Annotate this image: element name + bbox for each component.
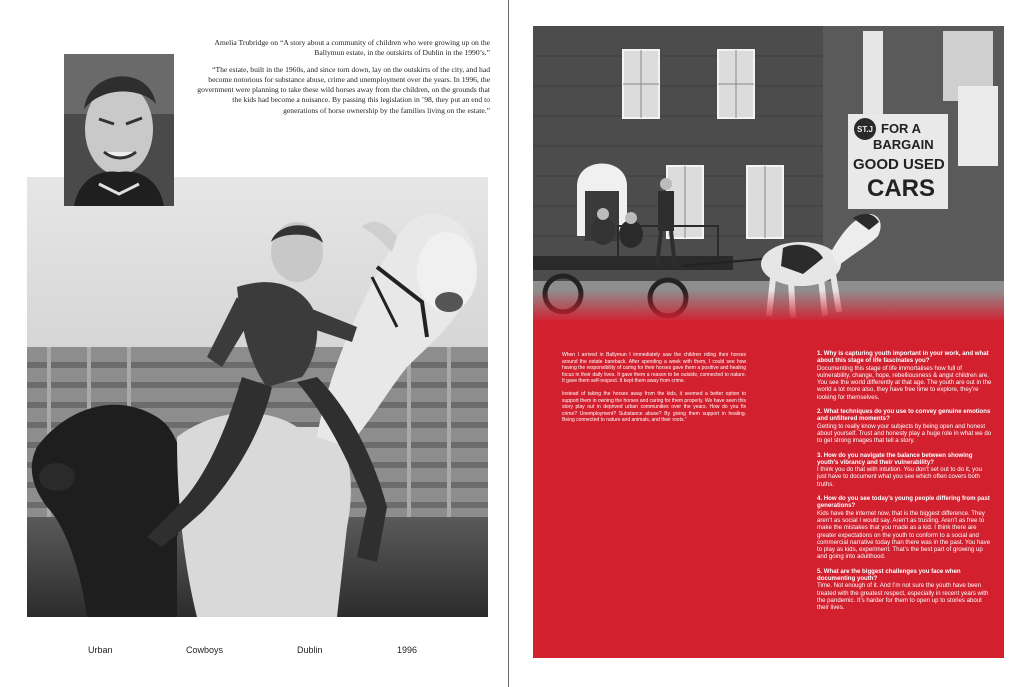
intro-quote: “The estate, built in the 1960s, and since torn down, lay on the outskirts of the city, and had become notorious for substance abuse, crime and unemployment over the years. In 1996, the government were planning to take these wild horses away from the children, on the grounds that the kids had become a nuisance. By passing this legislation in ’98, they put an end to generations of horse ownership by the families living on the estate.” [197, 64, 490, 115]
qa-item-2 [817, 408, 993, 444]
qa-item-4 [817, 495, 993, 561]
boy-on-horse-photo [27, 177, 488, 617]
qa-question-2: 2. What techniques do you use to convey genuine emotions and unfiltered moments? [817, 408, 991, 423]
sign-line-2: BARGAIN [873, 137, 934, 152]
qa-item-1 [817, 350, 993, 401]
sign-badge-text: ST.J [856, 125, 874, 134]
boy-portrait-photo [64, 54, 174, 206]
right-page [509, 0, 1024, 687]
story-text [562, 352, 746, 430]
interview-qa [817, 350, 993, 619]
caption-word-dublin: Dublin [297, 645, 323, 655]
intro-attribution: Amelia Trubridge on “A story about a community of children who were growing up on the Ballymun estate, in the outskirts of Dublin in the 1990’s.” [214, 38, 490, 58]
caption-word-year: 1996 [397, 645, 418, 655]
intro-text [196, 38, 490, 122]
qa-question-4: 4. How do you see today’s young people differing from past generations? [817, 495, 990, 510]
qa-item-3 [817, 452, 993, 488]
story-paragraph-1: When I arrived in Ballymun I immediately saw the children riding their horses around the estate bareback. After spending a week with them, I could see how having the responsibility of caring for their horses gave them a positive and healing focus in their daily lives. It gave them a reason to be outside, connected to nature. It gave them self-respect. It kept them away from crime. [562, 352, 746, 385]
qa-answer-2: Getting to really know your subjects by being open and honest about yourself. Trust and honesty play a huge role in what we do to get strong images that tell a story. [817, 422, 992, 445]
boy-portrait-illustration [64, 54, 174, 206]
qa-answer-5: Time. Not enough of it. And I’m not sure the youth have been treated with the greatest respect, especially in recent years with the pandemic. It’s harder for them to open up to stories about their lives. [817, 582, 989, 612]
qa-answer-3: I think you do that with intuition. You don’t set out to do it, you just have to document what you see which often covers both truths. [817, 466, 982, 488]
caption-word-cowboys: Cowboys [186, 645, 224, 655]
qa-answer-4: Kids have the internet now, that is the biggest difference. They aren’t as social I would say. Aren’t as trusting. Aren’t as free to make the mistakes that you made as a kid. I think there are greater expectations on the youth to conform to a social and commercial narrative today than there was in the past. You have to play as kids, experiment. That’s the best part of growing up and going into adulthood. [817, 509, 991, 561]
qa-question-3: 3. How do you navigate the balance between showing youth’s vibrancy and their vulnerability? [817, 451, 973, 466]
street-horse-cart-illustration [533, 26, 1004, 321]
boy-on-horse-illustration [27, 177, 488, 617]
qa-question-1: 1. Why is capturing youth important in your work, and what about this stage of life fascinates you? [817, 350, 989, 365]
street-horse-cart-photo [533, 26, 1004, 321]
left-page [0, 0, 508, 687]
sign-line-3: GOOD USED [853, 156, 945, 173]
qa-item-5 [817, 568, 993, 612]
caption-word-urban: Urban [88, 645, 113, 655]
qa-answer-1: Documenting this stage of life immortalises how full of vulnerability, change, hope, rebelliousness & angst children are. You see the world differently at that age. The youth are out in the world a lot more also, they have free time to explore, they’re looking for themselves. [817, 364, 992, 401]
sign-line-1: FOR A [881, 121, 921, 136]
photo-caption [0, 645, 508, 659]
qa-question-5: 5. What are the biggest challenges you face when documenting youth? [817, 567, 961, 583]
sign-line-4: CARS [867, 175, 936, 202]
story-paragraph-2: Instead of taking the horses away from the kids, it seemed a better option to support them in owning the horses and caring for them properly. We have seen this story play out in deprived urban communities over the years. How do you fix crime? Unemployment? Substance abuse? By giving them support in healing. Being connected to nature and animals, and their roots.” [562, 390, 746, 424]
photo-fade-band [533, 290, 1004, 322]
